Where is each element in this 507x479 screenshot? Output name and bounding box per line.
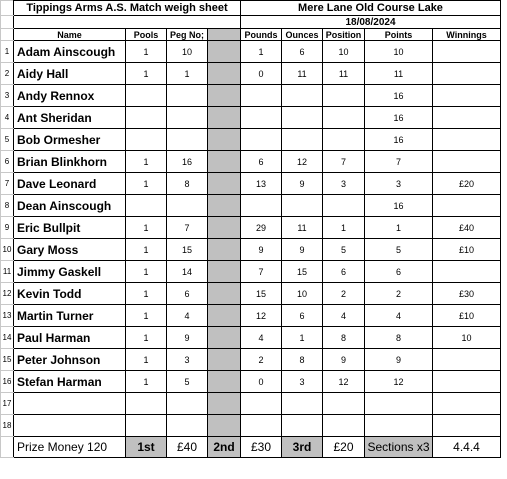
cell-ounces: 11 <box>282 63 323 85</box>
cell-pounds: 29 <box>241 217 282 239</box>
row-number: 9 <box>1 217 14 239</box>
row-number: 5 <box>1 129 14 151</box>
cell-points <box>365 415 433 437</box>
cell-position: 9 <box>323 349 365 371</box>
grey-spacer <box>208 129 241 151</box>
cell-pounds <box>241 129 282 151</box>
sections-amount: 4.4.4 <box>433 437 501 458</box>
cell-name: Adam Ainscough <box>14 41 126 63</box>
header-pools: Pools <box>126 29 167 41</box>
second-label: 2nd <box>208 437 241 458</box>
cell-ounces: 15 <box>282 261 323 283</box>
cell-ounces <box>282 129 323 151</box>
grey-spacer <box>208 195 241 217</box>
cell-winnings: £40 <box>433 217 501 239</box>
table-row <box>1 239 501 261</box>
row-number: 14 <box>1 327 14 349</box>
grey-spacer <box>208 29 241 41</box>
cell-peg: 16 <box>167 151 208 173</box>
cell-peg: 8 <box>167 173 208 195</box>
cell-points: 16 <box>365 195 433 217</box>
cell-name: Gary Moss <box>14 239 126 261</box>
cell-pounds <box>241 85 282 107</box>
cell-position <box>323 393 365 415</box>
table-row <box>1 305 501 327</box>
cell-ounces <box>282 107 323 129</box>
cell-name: Kevin Todd <box>14 283 126 305</box>
table-row <box>1 217 501 239</box>
cell-position: 2 <box>323 283 365 305</box>
cell-winnings <box>433 393 501 415</box>
cell-pools: 1 <box>126 217 167 239</box>
cell-points: 16 <box>365 107 433 129</box>
cell-winnings <box>433 41 501 63</box>
cell-winnings: £20 <box>433 173 501 195</box>
table-row <box>1 415 501 437</box>
grey-spacer <box>208 327 241 349</box>
cell-position: 1 <box>323 217 365 239</box>
row-number: 10 <box>1 239 14 261</box>
cell-pounds: 0 <box>241 371 282 393</box>
third-amount: £20 <box>323 437 365 458</box>
cell-winnings <box>433 85 501 107</box>
table-row <box>1 41 501 63</box>
grey-spacer <box>208 151 241 173</box>
cell-position: 10 <box>323 41 365 63</box>
cell-pools: 1 <box>126 173 167 195</box>
cell-ounces: 12 <box>282 151 323 173</box>
cell-points: 1 <box>365 217 433 239</box>
grey-spacer <box>208 41 241 63</box>
cell-points: 5 <box>365 239 433 261</box>
row-number: 11 <box>1 261 14 283</box>
table-row <box>1 371 501 393</box>
cell-peg: 14 <box>167 261 208 283</box>
cell-position: 5 <box>323 239 365 261</box>
cell-peg: 9 <box>167 327 208 349</box>
grey-spacer <box>208 261 241 283</box>
cell-name: Brian Blinkhorn <box>14 151 126 173</box>
table-row <box>1 63 501 85</box>
grey-spacer <box>208 415 241 437</box>
cell-name: Jimmy Gaskell <box>14 261 126 283</box>
cell-points: 12 <box>365 371 433 393</box>
cell-ounces: 11 <box>282 217 323 239</box>
cell-pounds: 1 <box>241 41 282 63</box>
cell-pounds: 7 <box>241 261 282 283</box>
cell-winnings <box>433 151 501 173</box>
cell-pounds: 12 <box>241 305 282 327</box>
cell-position <box>323 415 365 437</box>
cell-name <box>14 415 126 437</box>
cell-peg <box>167 129 208 151</box>
table-row <box>1 107 501 129</box>
row-number: 3 <box>1 85 14 107</box>
table-row <box>1 349 501 371</box>
cell-position: 6 <box>323 261 365 283</box>
sections-label: Sections x3 <box>365 437 433 458</box>
first-label: 1st <box>126 437 167 458</box>
cell-winnings <box>433 107 501 129</box>
cell-name: Peter Johnson <box>14 349 126 371</box>
cell-peg: 4 <box>167 305 208 327</box>
cell-points: 9 <box>365 349 433 371</box>
cell-pools: 1 <box>126 63 167 85</box>
cell-pools <box>126 195 167 217</box>
cell-points: 2 <box>365 283 433 305</box>
row-number: 16 <box>1 371 14 393</box>
cell-winnings <box>433 261 501 283</box>
cell-pounds: 13 <box>241 173 282 195</box>
header-winnings: Winnings <box>433 29 501 41</box>
cell-position: 11 <box>323 63 365 85</box>
table-row <box>1 283 501 305</box>
cell-name: Stefan Harman <box>14 371 126 393</box>
cell-position: 3 <box>323 173 365 195</box>
table-row <box>1 393 501 415</box>
cell-ounces <box>282 393 323 415</box>
grey-spacer <box>208 305 241 327</box>
cell-name: Dave Leonard <box>14 173 126 195</box>
table-row <box>1 261 501 283</box>
cell-ounces: 9 <box>282 173 323 195</box>
cell-name: Ant Sheridan <box>14 107 126 129</box>
cell-peg: 15 <box>167 239 208 261</box>
cell-pounds: 0 <box>241 63 282 85</box>
cell-winnings: 10 <box>433 327 501 349</box>
cell-points: 16 <box>365 85 433 107</box>
cell-pools: 1 <box>126 349 167 371</box>
cell-ounces: 6 <box>282 41 323 63</box>
cell-name: Martin Turner <box>14 305 126 327</box>
table-row <box>1 129 501 151</box>
cell-pounds <box>241 393 282 415</box>
cell-position <box>323 107 365 129</box>
cell-peg: 5 <box>167 371 208 393</box>
cell-name: Dean Ainscough <box>14 195 126 217</box>
grey-spacer <box>208 393 241 415</box>
cell-ounces <box>282 85 323 107</box>
cell-pools: 1 <box>126 283 167 305</box>
first-amount: £40 <box>167 437 208 458</box>
table-row <box>1 85 501 107</box>
cell-points: 6 <box>365 261 433 283</box>
row-number: 1 <box>1 41 14 63</box>
cell-position: 7 <box>323 151 365 173</box>
cell-peg: 7 <box>167 217 208 239</box>
cell-winnings <box>433 349 501 371</box>
date-row <box>1 16 501 29</box>
date-row-blank <box>14 16 241 29</box>
row-number: 18 <box>1 415 14 437</box>
cell-winnings <box>433 371 501 393</box>
header-position: Position <box>323 29 365 41</box>
cell-name: Bob Ormesher <box>14 129 126 151</box>
header-points: Points <box>365 29 433 41</box>
row-number: 15 <box>1 349 14 371</box>
cell-winnings <box>433 415 501 437</box>
cell-peg: 6 <box>167 283 208 305</box>
cell-pools: 1 <box>126 41 167 63</box>
cell-winnings <box>433 195 501 217</box>
row-number: 4 <box>1 107 14 129</box>
cell-peg <box>167 415 208 437</box>
cell-pools: 1 <box>126 239 167 261</box>
cell-ounces: 9 <box>282 239 323 261</box>
cell-peg: 10 <box>167 41 208 63</box>
title-row <box>1 1 501 16</box>
cell-name: Paul Harman <box>14 327 126 349</box>
row-number <box>1 29 14 41</box>
cell-points: 16 <box>365 129 433 151</box>
cell-pounds: 9 <box>241 239 282 261</box>
cell-pools: 1 <box>126 371 167 393</box>
table-row <box>1 327 501 349</box>
cell-pounds <box>241 415 282 437</box>
cell-pools <box>126 107 167 129</box>
cell-ounces: 1 <box>282 327 323 349</box>
cell-points: 4 <box>365 305 433 327</box>
row-number <box>1 16 14 29</box>
header-ounces: Ounces <box>282 29 323 41</box>
cell-ounces: 3 <box>282 371 323 393</box>
row-number: 6 <box>1 151 14 173</box>
cell-position <box>323 85 365 107</box>
cell-pools: 1 <box>126 305 167 327</box>
cell-name <box>14 393 126 415</box>
cell-points <box>365 393 433 415</box>
footer-row <box>1 437 501 458</box>
cell-peg <box>167 393 208 415</box>
cell-pools: 1 <box>126 327 167 349</box>
row-number: 7 <box>1 173 14 195</box>
grey-spacer <box>208 85 241 107</box>
table-row <box>1 195 501 217</box>
cell-pounds: 4 <box>241 327 282 349</box>
header-peg: Peg No; <box>167 29 208 41</box>
cell-winnings <box>433 129 501 151</box>
grey-spacer <box>208 239 241 261</box>
cell-ounces: 8 <box>282 349 323 371</box>
grey-spacer <box>208 371 241 393</box>
cell-pools <box>126 129 167 151</box>
cell-position: 4 <box>323 305 365 327</box>
match-date: 18/08/2024 <box>241 16 501 29</box>
cell-position: 12 <box>323 371 365 393</box>
header-name: Name <box>14 29 126 41</box>
cell-pounds: 15 <box>241 283 282 305</box>
cell-points: 7 <box>365 151 433 173</box>
cell-ounces: 10 <box>282 283 323 305</box>
cell-position: 8 <box>323 327 365 349</box>
cell-winnings: £10 <box>433 239 501 261</box>
cell-ounces <box>282 415 323 437</box>
cell-name: Eric Bullpit <box>14 217 126 239</box>
cell-ounces: 6 <box>282 305 323 327</box>
grey-spacer <box>208 173 241 195</box>
cell-winnings: £30 <box>433 283 501 305</box>
row-number <box>1 1 14 16</box>
cell-pools <box>126 415 167 437</box>
cell-pounds: 6 <box>241 151 282 173</box>
cell-position <box>323 195 365 217</box>
sheet-title: Tippings Arms A.S. Match weigh sheet <box>14 1 241 16</box>
table-row <box>1 173 501 195</box>
cell-pounds <box>241 195 282 217</box>
grey-spacer <box>208 349 241 371</box>
cell-pools <box>126 85 167 107</box>
row-number: 17 <box>1 393 14 415</box>
cell-pounds <box>241 107 282 129</box>
grey-spacer <box>208 217 241 239</box>
cell-points: 3 <box>365 173 433 195</box>
header-row <box>1 29 501 41</box>
row-number: 12 <box>1 283 14 305</box>
cell-points: 11 <box>365 63 433 85</box>
cell-pools: 1 <box>126 261 167 283</box>
cell-pounds: 2 <box>241 349 282 371</box>
cell-position <box>323 129 365 151</box>
row-number: 8 <box>1 195 14 217</box>
venue-title: Mere Lane Old Course Lake <box>241 1 501 16</box>
grey-spacer <box>208 63 241 85</box>
cell-winnings <box>433 63 501 85</box>
cell-pools: 1 <box>126 151 167 173</box>
cell-peg <box>167 107 208 129</box>
header-pounds: Pounds <box>241 29 282 41</box>
grey-spacer <box>208 283 241 305</box>
row-number: 13 <box>1 305 14 327</box>
cell-name: Aidy Hall <box>14 63 126 85</box>
row-number <box>1 437 14 458</box>
cell-winnings: £10 <box>433 305 501 327</box>
cell-peg <box>167 85 208 107</box>
cell-peg <box>167 195 208 217</box>
cell-points: 10 <box>365 41 433 63</box>
table-row <box>1 151 501 173</box>
cell-pools <box>126 393 167 415</box>
cell-points: 8 <box>365 327 433 349</box>
prize-money: Prize Money 120 <box>14 437 126 458</box>
row-number: 2 <box>1 63 14 85</box>
grey-spacer <box>208 107 241 129</box>
cell-peg: 1 <box>167 63 208 85</box>
second-amount: £30 <box>241 437 282 458</box>
third-label: 3rd <box>282 437 323 458</box>
cell-peg: 3 <box>167 349 208 371</box>
cell-name: Andy Rennox <box>14 85 126 107</box>
cell-ounces <box>282 195 323 217</box>
